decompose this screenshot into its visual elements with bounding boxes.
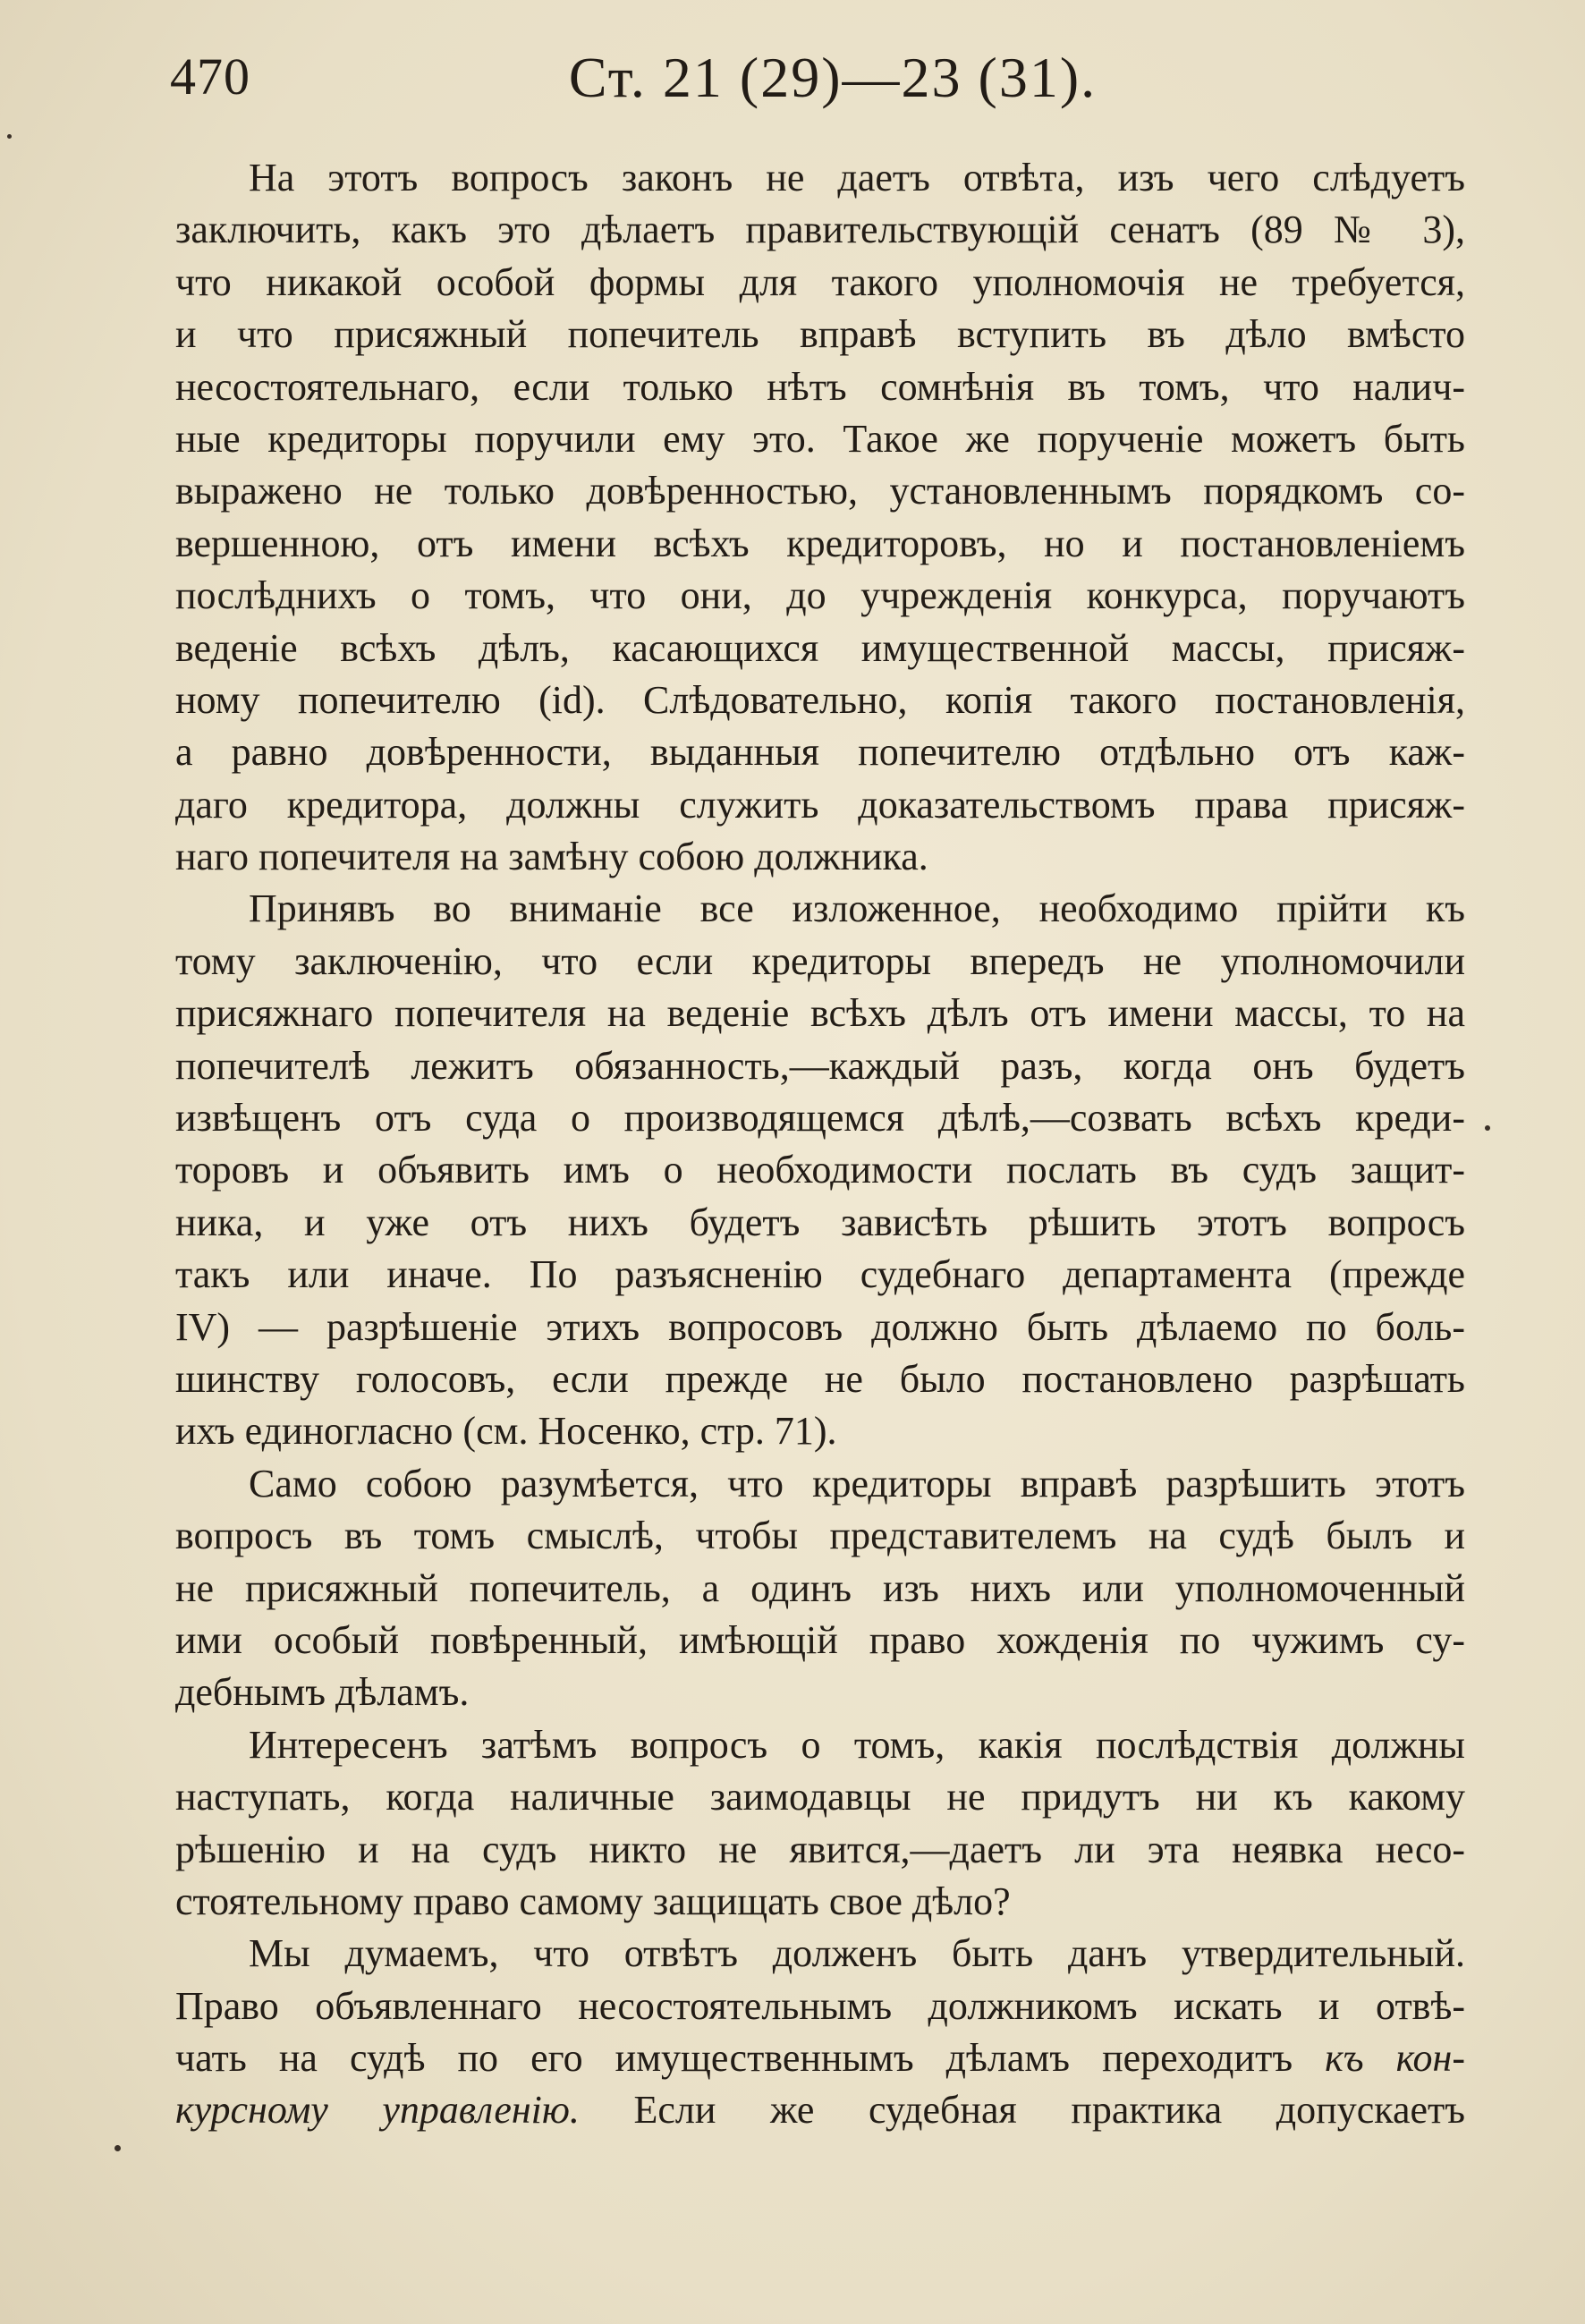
text-line: Право объявленнаго несостоятельнымъ должникомъ искать и отвѣ-	[175, 1983, 1465, 2028]
text-line: послѣднихъ о томъ, что они, до учрежденія конкурса, поручаютъ	[175, 573, 1465, 618]
text-line: ихъ единогласно (см. Носенко, стр. 71).	[175, 1409, 837, 1454]
italic-fragment: къ кон-	[1325, 2036, 1465, 2081]
text-line: что никакой особой формы для такого уполномочія не требуется,	[175, 259, 1465, 304]
text-line: шинству голосовъ, если прежде не было постановлено разрѣшать	[175, 1356, 1465, 1401]
text-line: рѣшенію и на судъ никто не явится,—даетъ ли эта неявка несо-	[175, 1827, 1465, 1871]
text-line: стоятельному право самому защищать свое дѣло?	[175, 1879, 1011, 1923]
ink-speck	[114, 2145, 121, 2151]
text-line: вопросъ въ томъ смыслѣ, чтобы представителемъ на судѣ былъ и	[175, 1514, 1465, 1558]
page-number: 470	[170, 47, 250, 106]
text-line: веденіе всѣхъ дѣлъ, касающихся имущественной массы, присяж-	[175, 625, 1465, 670]
text-line: Мы думаемъ, что отвѣтъ долженъ быть данъ утвердительный.	[249, 1931, 1465, 1976]
text-line: тому заключенію, что если кредиторы впередъ не уполномочили	[175, 938, 1465, 983]
text-line: ному попечителю (id). Слѣдовательно, копія такого постановленія,	[175, 677, 1465, 722]
running-title: Ст. 21 (29)—23 (31).	[568, 46, 1098, 109]
text-line: ные кредиторы поручили ему это. Такое же порученіе можетъ быть	[175, 416, 1465, 461]
text-line: вершенною, отъ имени всѣхъ кредиторовъ, но и постановленіемъ	[175, 521, 1465, 565]
text-line: не присяжный попечитель, а одинъ изъ нихъ или уполномоченный	[175, 1565, 1465, 1610]
text-line: торовъ и объявить имъ о необходимости послать въ судъ защит-	[175, 1148, 1465, 1192]
text-line: Принявъ во вниманіе все изложенное, необходимо прійти къ	[249, 886, 1465, 931]
text-line: и что присяжный попечитель вправѣ вступить въ дѣло вмѣсто	[175, 312, 1465, 357]
text-fragment: Если же судебная практика допускаетъ	[633, 2088, 1465, 2133]
italic-fragment: курсному управленію.	[175, 2088, 580, 2133]
text-line: Само собою разумѣется, что кредиторы вправѣ разрѣшить этотъ	[249, 1461, 1465, 1506]
text-line: а равно довѣренности, выданныя попечителю отдѣльно отъ каж-	[175, 730, 1465, 775]
text-line: выражено не только довѣренностью, установленнымъ порядкомъ со-	[175, 469, 1465, 513]
text-line: Интересенъ затѣмъ вопросъ о томъ, какія послѣдствія должны	[249, 1722, 1465, 1767]
text-line: ими особый повѣренный, имѣющій право хожденія по чужимъ су-	[175, 1617, 1465, 1662]
text-line: наго попечителя на замѣну собою должника.	[175, 835, 928, 879]
page-body	[175, 152, 1465, 2137]
text-line: несостоятельнаго, если только нѣтъ сомнѣнія въ томъ, что налич-	[175, 364, 1465, 409]
text-line: даго кредитора, должны служить доказательствомъ права присяж-	[175, 782, 1465, 827]
text-line: IV) — разрѣшеніе этихъ вопросовъ должно быть дѣлаемо по боль-	[175, 1304, 1465, 1349]
ink-speck	[7, 134, 12, 139]
text-line: наступать, когда наличные заимодавцы не придутъ ни къ какому	[175, 1775, 1465, 1819]
ink-speck	[1485, 1125, 1490, 1131]
text-line: На этотъ вопросъ законъ не даетъ отвѣта, изъ чего слѣдуетъ	[249, 156, 1465, 199]
text-line: такъ или иначе. По разъясненію судебнаго департамента (прежде	[175, 1252, 1465, 1297]
text-line	[175, 2084, 1465, 2136]
text-line: попечителѣ лежитъ обязанность,—каждый разъ, когда онъ будетъ	[175, 1043, 1465, 1088]
text-line	[175, 2032, 1465, 2084]
text-line: ника, и уже отъ нихъ будетъ зависѣть рѣшить этотъ вопросъ	[175, 1200, 1465, 1244]
text-line: извѣщенъ отъ суда о производящемся дѣлѣ,—созвать всѣхъ креди-	[175, 1096, 1465, 1141]
text-line: присяжнаго попечителя на веденіе всѣхъ дѣлъ отъ имени массы, то на	[175, 991, 1465, 1036]
text-line: дебнымъ дѣламъ.	[175, 1670, 470, 1715]
text-fragment: чать на судѣ по его имущественнымъ дѣламъ переходитъ	[175, 2036, 1293, 2081]
text-line: заключить, какъ это дѣлаетъ правительствующій сенатъ (89 № 3),	[175, 208, 1465, 252]
